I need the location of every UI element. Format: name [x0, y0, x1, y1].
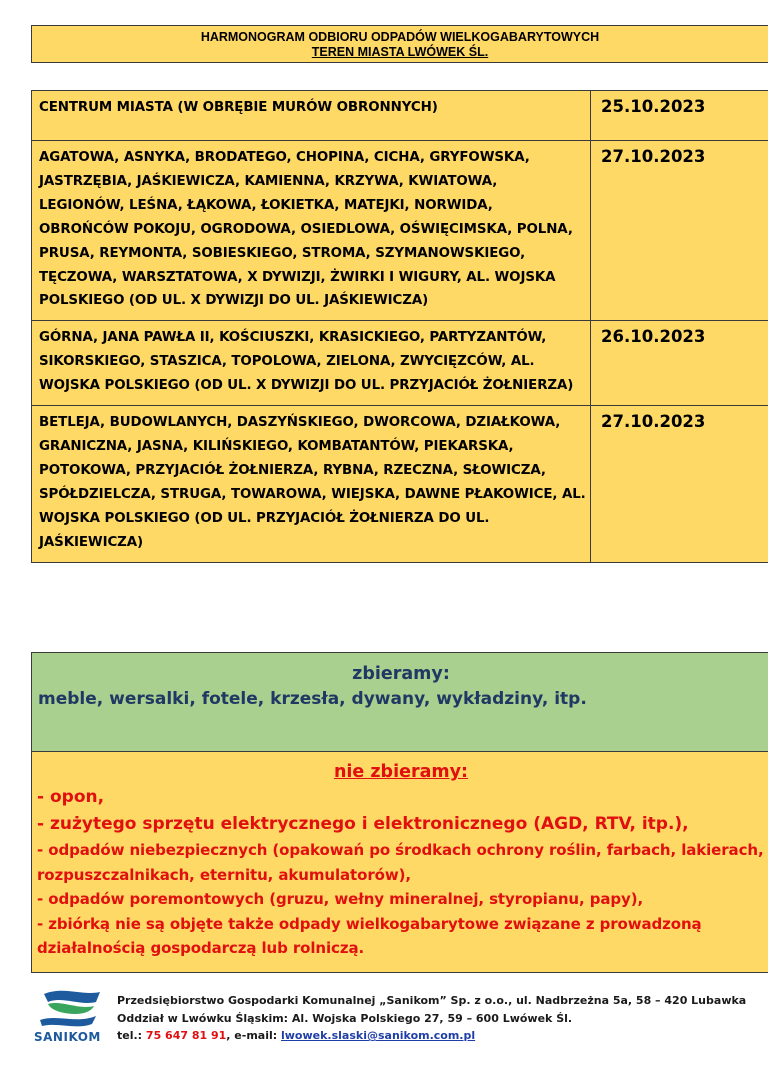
footer: [30, 988, 768, 1058]
company-line: Przedsiębiorstwo Gospodarki Komunalnej „Sanikom” Sp. z o.o., ul. Nadbrzeżna 5a, 58 – 420 Lubawka: [117, 994, 747, 1007]
phone-number: 75 647 81 91: [145, 1029, 227, 1042]
branch-line: Oddział w Lwówku Śląskim: Al. Wojska Polskiego 27, 59 – 600 Lwówek Śl.: [117, 1011, 573, 1025]
logo-wave-middle: [48, 1003, 94, 1014]
page-title: [31, 25, 768, 63]
schedule-table: [31, 90, 768, 563]
not-collected-item: - odpadów poremontowych (gruzu, wełny mineralnej, styropianu, papy),: [37, 890, 644, 908]
email-link[interactable]: lwowek.slaski@sanikom.com.pl: [281, 1029, 476, 1042]
title-line-2: TEREN MIASTA LWÓWEK ŚL.: [311, 45, 489, 59]
table-row: [32, 406, 768, 562]
table-row: [32, 91, 768, 141]
title-line-1: HARMONOGRAM ODBIORU ODPADÓW WIELKOGABARYTOWYCH: [200, 30, 600, 44]
collected-items-box: [31, 652, 768, 752]
streets-cell: BETLEJA, BUDOWLANYCH, DASZYŃSKIEGO, DWORCOWA, DZIAŁKOWA, GRANICZNA, JASNA, KILIŃSKIEGO, KOMBATANTÓW, PIEKARSKA, POTOKOWA, PRZYJACIÓŁ ŻOŁNIERZA, RYBNA, RZECZNA, SŁOWICZA, SPÓŁDZIELCZA, STRUGA, TOWAROWA, WIEJSKA, DAWNE PŁAKOWICE, AL. WOJSKA POLSKIEGO (OD UL. PRZYJACIÓŁ ŻOŁNIERZA DO UL. JAŚKIEWICZA): [32, 406, 591, 562]
not-collected-items-box: [31, 751, 768, 973]
date-cell: 27.10.2023: [591, 141, 768, 321]
logo-text: SANIKOM: [34, 1030, 101, 1044]
table-row: [32, 321, 768, 406]
not-collected-heading: nie zbieramy:: [333, 762, 469, 782]
company-address: [117, 992, 746, 1045]
collected-heading: zbieramy:: [352, 664, 450, 684]
collected-list: meble, wersalki, fotele, krzesła, dywany, wykładziny, itp.: [38, 689, 587, 709]
logo-wave-top: [44, 991, 100, 1003]
not-collected-item: - odpadów niebezpiecznych (opakowań po środkach ochrony roślin, farbach, lakierach, rozpuszczalnikach, eternitu, akumulatorów),: [37, 841, 764, 884]
date-cell: 26.10.2023: [591, 321, 768, 406]
contact-line: [117, 1027, 746, 1045]
streets-cell: AGATOWA, ASNYKA, BRODATEGO, CHOPINA, CICHA, GRYFOWSKA, JASTRZĘBIA, JAŚKIEWICZA, KAMIENNA, KRZYWA, KWIATOWA, LEGIONÓW, LEŚNA, ŁĄKOWA, ŁOKIETKA, MATEJKI, NORWIDA, OBROŃCÓW POKOJU, OGRODOWA, OSIEDLOWA, OŚWIĘCIMSKA, POLNA, PRUSA, REYMONTA, SOBIESKIEGO, STROMA, SZYMANOWSKIEGO, TĘCZOWA, WARSZTATOWA, X DYWIZJI, ŻWIRKI I WIGURY, AL. WOJSKA POLSKIEGO (OD UL. X DYWIZJI DO UL. JAŚKIEWICZA): [32, 141, 591, 321]
not-collected-item: - zbiórką nie są objęte także odpady wielkogabarytowe związane z prowadzoną działalnością gospodarczą lub rolniczą.: [37, 914, 702, 957]
not-collected-item: - opon,: [37, 787, 105, 807]
streets-cell: CENTRUM MIASTA (W OBRĘBIE MURÓW OBRONNYCH): [32, 91, 591, 141]
tel-label: tel.:: [117, 1029, 143, 1042]
date-cell: 27.10.2023: [591, 406, 768, 562]
not-collected-item: - zużytego sprzętu elektrycznego i elektronicznego (AGD, RTV, itp.),: [37, 814, 689, 834]
date-cell: 25.10.2023: [591, 91, 768, 141]
email-label: , e-mail:: [226, 1029, 278, 1042]
table-row: [32, 141, 768, 321]
streets-cell: GÓRNA, JANA PAWŁA II, KOŚCIUSZKI, KRASICKIEGO, PARTYZANTÓW, SIKORSKIEGO, STASZICA, TOPOLOWA, ZIELONA, ZWYCIĘZCÓW, AL. WOJSKA POLSKIEGO (OD UL. X DYWIZJI DO UL. PRZYJACIÓŁ ŻOŁNIERZA): [32, 321, 591, 406]
logo-wave-bottom: [40, 1016, 96, 1026]
